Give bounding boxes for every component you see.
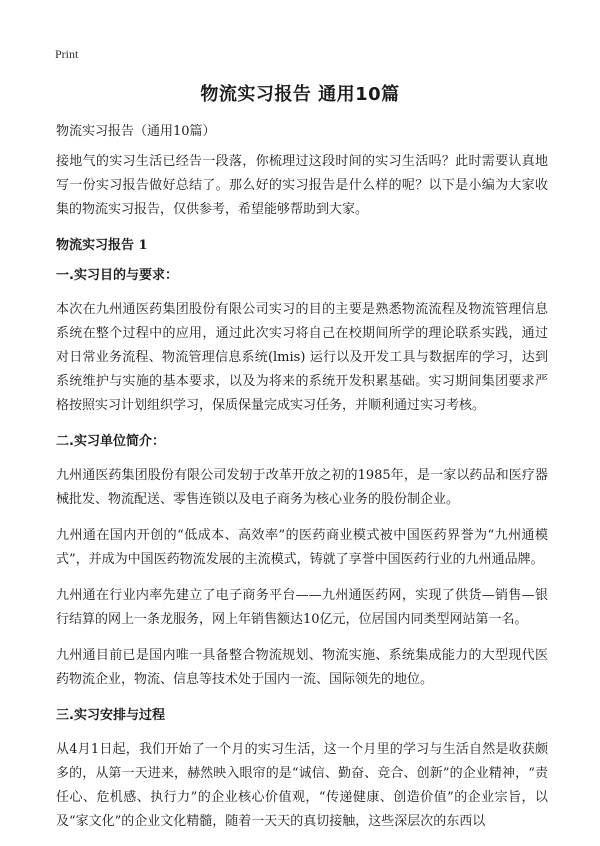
section-paragraph: 九州通医药集团股份有限公司发轫于改革开放之初的1985年，是一家以药品和医疗器械批发、物流配送、零售连锁以及电子商务为核心业务的股份制企业。 xyxy=(56,468,548,507)
section-paragraph: 九州通在行业内率先建立了电子商务平台——九州通医药网，实现了供货—销售—银行结算的网上一条龙服务，网上年销售额达10亿元，位居国内同类型网站第一名。 xyxy=(56,588,548,627)
section-paragraph: 本次在九州通医药集团股份有限公司实习的目的主要是熟悉物流流程及物流管理信息系统在整个过程中的应用，通过此次实习将自己在校期间所学的理论联系实践，通过对日常业务流程、物流管理信息系统(lmis) 运行以及开发工具与数据库的学习，达到系统维护与实施的基本要求，以及为将来的系统开发积累基础。实习期间集团要求严格按照实习计划组织学习，保质保量完成实习任务，并顺利通过实习考核。 xyxy=(56,302,548,413)
document-subtitle: 物流实习报告（通用10篇） xyxy=(56,124,216,139)
document-title: 物流实习报告 通用10篇 xyxy=(200,84,400,105)
section-paragraph: 从4月1日起，我们开始了一个月的实习生活，这一个月里的学习与生活自然是收获颇多的，从第一天进来，赫然映入眼帘的是“诚信、勤奋、竞合、创新”的企业精神，“责任心、危机感、执行力”的企业核心价值观，“传递健康、创造价值”的企业宗旨，以及“家文化”的企业文化精髓，随着一天天的真切接触，这些深层次的东西以 xyxy=(56,742,548,829)
document-body xyxy=(56,120,548,846)
section-heading: 二.实习单位简介： xyxy=(56,434,165,449)
section-paragraph: 九州通在国内开创的“低成本、高效率”的医药商业模式被中国医药界誉为“九州通模式”，并成为中国医药物流发展的主流模式，铸就了享誉中国医药行业的九州通品牌。 xyxy=(56,528,548,567)
intro-paragraph: 接地气的实习生活已经告一段落，你梳理过这段时间的实习生活吗？此时需要认真地写一份实习报告做好总结了。那么好的实习报告是什么样的呢？以下是小编为大家收集的物流实习报告，仅供参考，希望能够帮助到大家。 xyxy=(56,154,548,217)
section-heading: 三.实习安排与过程 xyxy=(56,708,165,723)
section-paragraph: 九州通目前已是国内唯一具备整合物流规划、物流实施、系统集成能力的大型现代医药物流企业，物流、信息等技术处于国内一流、国际领先的地位。 xyxy=(56,648,548,687)
section-heading: 一.实习目的与要求： xyxy=(56,268,178,283)
report-heading: 物流实习报告 1 xyxy=(56,238,148,253)
print-link[interactable]: Print xyxy=(55,47,79,61)
